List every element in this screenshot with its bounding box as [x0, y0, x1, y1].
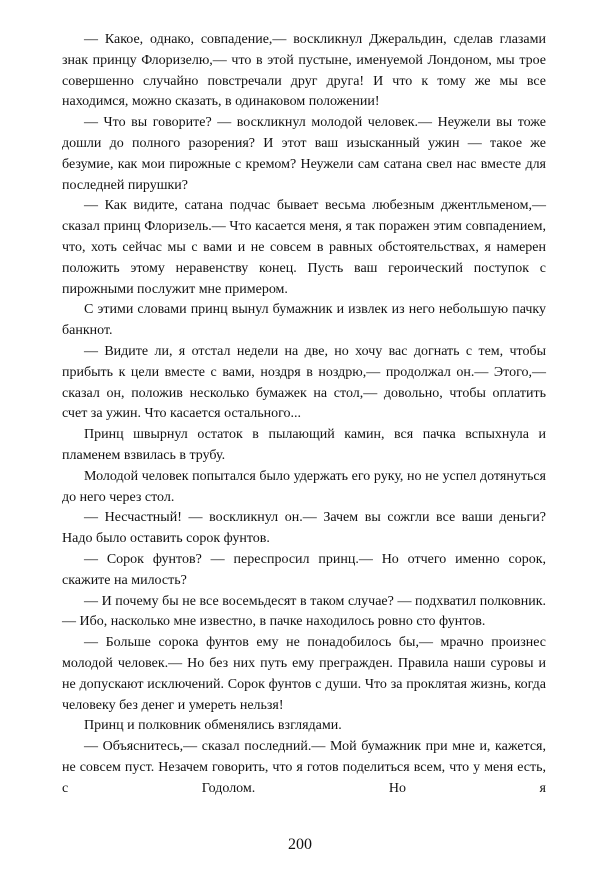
paragraph-1: — Какое, однако, совпадение,— воскликнул Джеральдин, сделав глазами знак принцу Флоризелю,— что в этой пустыне, именуемой Лондоном, мы трое совершенно случайно повстречали друг друга! И что к тому же мы все находимся, можно сказать, в одинаковом положении! — [62, 32, 546, 110]
paragraph-9: — Сорок фунтов? — переспросил принц.— Но отчего именно сорок, скажите на милость? — [62, 551, 546, 588]
paragraph-2: — Что вы говорите? — воскликнул молодой человек.— Неужели вы тоже дошли до полного разорения? И этот ваш изысканный ужин — такое же безумие, как мои пирожные с кремом? Неужели сам сатана свел нас вместе для последней пирушки? — [62, 115, 546, 193]
page-number: 200 — [288, 836, 312, 853]
paragraph-11: — Больше сорока фунтов ему не понадобилось бы,— мрачно произнес молодой человек.— Но без них путь ему прегражден. Правила наши суровы и не допускают исключений. Сорок фунтов с души. Что за проклятая жизнь, когда человеку без денег и умереть нельзя! — [62, 635, 546, 713]
paragraph-10: — И почему бы не все восемьдесят в таком случае? — подхватил полковник.— Ибо, насколько мне известно, в пачке находилось ровно сто фунтов. — [62, 593, 546, 630]
paragraph-5: — Видите ли, я отстал недели на две, но хочу вас догнать с тем, чтобы прибыть к цели вместе с вами, ноздря в ноздрю,— продолжал он.— Этого,— сказал он, положив несколько бумажек на стол,— довольно, чтобы оплатить счет за ужин. Что касается остального... — [62, 343, 546, 422]
paragraph-13: — Объяснитесь,— сказал последний.— Мой бумажник при мне и, кажется, не совсем пуст. Незачем говорить, что я готов поделиться всем, что у меня есть, с Годолом. Но я — [62, 739, 546, 796]
paragraph-4: С этими словами принц вынул бумажник и извлек из него небольшую пачку банкнот. — [62, 302, 546, 339]
paragraph-3: — Как видите, сатана подчас бывает весьма любезным джентльменом,— сказал принц Флоризель.— Что касается меня, я так поражен этим совпадением, что, хоть сейчас мы с вами и не совсем в равных обстоятельствах, я намерен положить этому неравенству конец. Пусть ваш героический поступок с пирожными послужит мне примером. — [62, 198, 546, 297]
paragraph-6: Принц швырнул остаток в пылающий камин, вся пачка вспыхнула и пламенем взвилась в трубу. — [62, 427, 546, 463]
paragraph-12: Принц и полковник обменялись взглядами. — [84, 718, 342, 734]
page-text — [62, 30, 546, 799]
paragraph-8: — Несчастный! — воскликнул он.— Зачем вы сожгли все ваши деньги? Надо было оставить сорок фунтов. — [62, 510, 546, 547]
paragraph-7: Молодой человек попытался было удержать его руку, но не успел дотянуться до него через стол. — [62, 468, 546, 505]
